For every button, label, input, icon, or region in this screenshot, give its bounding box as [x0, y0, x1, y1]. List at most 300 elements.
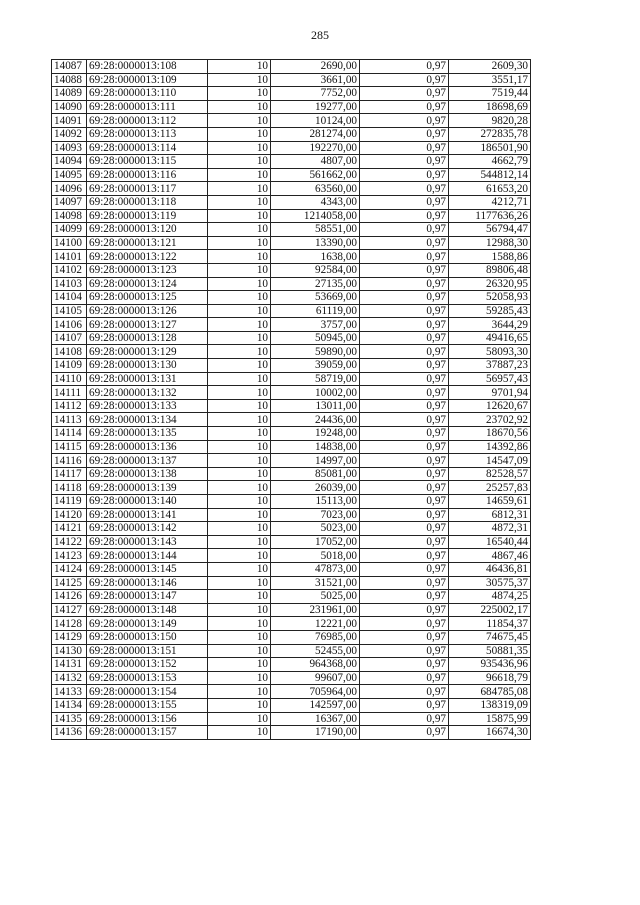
cadastral-number-cell: 69:28:0000013:130 — [87, 359, 208, 373]
value-cell: 56794,47 — [449, 223, 531, 237]
value-cell: 58093,30 — [449, 345, 531, 359]
category-cell: 10 — [208, 114, 271, 128]
value-cell: 18698,69 — [449, 100, 531, 114]
table-row — [52, 658, 531, 672]
table-row — [52, 386, 531, 400]
cadastral-number-cell: 69:28:0000013:149 — [87, 617, 208, 631]
category-cell: 10 — [208, 223, 271, 237]
row-number-cell: 14130 — [52, 644, 87, 658]
row-number-cell: 14115 — [52, 440, 87, 454]
value-cell: 6812,31 — [449, 508, 531, 522]
value-cell: 89806,48 — [449, 263, 531, 277]
category-cell: 10 — [208, 658, 271, 672]
row-number-cell: 14087 — [52, 60, 87, 74]
area-cell: 27135,00 — [271, 277, 360, 291]
table-row — [52, 644, 531, 658]
coefficient-cell: 0,97 — [360, 440, 449, 454]
coefficient-cell: 0,97 — [360, 658, 449, 672]
coefficient-cell: 0,97 — [360, 617, 449, 631]
table-row — [52, 603, 531, 617]
row-number-cell: 14131 — [52, 658, 87, 672]
table-row — [52, 467, 531, 481]
category-cell: 10 — [208, 127, 271, 141]
coefficient-cell: 0,97 — [360, 549, 449, 563]
category-cell: 10 — [208, 535, 271, 549]
table-row — [52, 195, 531, 209]
row-number-cell: 14111 — [52, 386, 87, 400]
coefficient-cell: 0,97 — [360, 60, 449, 74]
value-cell: 3551,17 — [449, 73, 531, 87]
table-row — [52, 372, 531, 386]
category-cell: 10 — [208, 427, 271, 441]
cadastral-number-cell: 69:28:0000013:128 — [87, 331, 208, 345]
category-cell: 10 — [208, 155, 271, 169]
row-number-cell: 14129 — [52, 630, 87, 644]
area-cell: 59890,00 — [271, 345, 360, 359]
area-cell: 192270,00 — [271, 141, 360, 155]
value-cell: 50881,35 — [449, 644, 531, 658]
cadastral-number-cell: 69:28:0000013:110 — [87, 87, 208, 101]
area-cell: 4343,00 — [271, 195, 360, 209]
category-cell: 10 — [208, 467, 271, 481]
row-number-cell: 14100 — [52, 236, 87, 250]
table-row — [52, 576, 531, 590]
row-number-cell: 14125 — [52, 576, 87, 590]
area-cell: 58551,00 — [271, 223, 360, 237]
cadastral-number-cell: 69:28:0000013:131 — [87, 372, 208, 386]
table-row — [52, 413, 531, 427]
category-cell: 10 — [208, 168, 271, 182]
table-row — [52, 671, 531, 685]
value-cell: 49416,65 — [449, 331, 531, 345]
coefficient-cell: 0,97 — [360, 576, 449, 590]
row-number-cell: 14112 — [52, 399, 87, 413]
coefficient-cell: 0,97 — [360, 304, 449, 318]
table-row — [52, 590, 531, 604]
value-cell: 1177636,26 — [449, 209, 531, 223]
area-cell: 16367,00 — [271, 712, 360, 726]
cadastral-number-cell: 69:28:0000013:157 — [87, 726, 208, 740]
table-row — [52, 331, 531, 345]
row-number-cell: 14120 — [52, 508, 87, 522]
area-cell: 58719,00 — [271, 372, 360, 386]
area-cell: 231961,00 — [271, 603, 360, 617]
coefficient-cell: 0,97 — [360, 399, 449, 413]
coefficient-cell: 0,97 — [360, 644, 449, 658]
category-cell: 10 — [208, 712, 271, 726]
table-row — [52, 535, 531, 549]
category-cell: 10 — [208, 399, 271, 413]
category-cell: 10 — [208, 685, 271, 699]
coefficient-cell: 0,97 — [360, 114, 449, 128]
cadastral-number-cell: 69:28:0000013:134 — [87, 413, 208, 427]
value-cell: 684785,08 — [449, 685, 531, 699]
value-cell: 26320,95 — [449, 277, 531, 291]
row-number-cell: 14132 — [52, 671, 87, 685]
cadastral-number-cell: 69:28:0000013:113 — [87, 127, 208, 141]
coefficient-cell: 0,97 — [360, 141, 449, 155]
value-cell: 272835,78 — [449, 127, 531, 141]
row-number-cell: 14091 — [52, 114, 87, 128]
row-number-cell: 14109 — [52, 359, 87, 373]
page-number: 285 — [311, 28, 329, 42]
area-cell: 17190,00 — [271, 726, 360, 740]
row-number-cell: 14099 — [52, 223, 87, 237]
row-number-cell: 14105 — [52, 304, 87, 318]
category-cell: 10 — [208, 236, 271, 250]
table-row — [52, 345, 531, 359]
value-cell: 61653,20 — [449, 182, 531, 196]
cadastral-number-cell: 69:28:0000013:137 — [87, 454, 208, 468]
cadastral-number-cell: 69:28:0000013:129 — [87, 345, 208, 359]
coefficient-cell: 0,97 — [360, 345, 449, 359]
table-row — [52, 522, 531, 536]
category-cell: 10 — [208, 263, 271, 277]
cadastral-number-cell: 69:28:0000013:135 — [87, 427, 208, 441]
table-row — [52, 318, 531, 332]
cadastral-number-cell: 69:28:0000013:117 — [87, 182, 208, 196]
row-number-cell: 14114 — [52, 427, 87, 441]
cadastral-number-cell: 69:28:0000013:115 — [87, 155, 208, 169]
category-cell: 10 — [208, 617, 271, 631]
value-cell: 23702,92 — [449, 413, 531, 427]
category-cell: 10 — [208, 644, 271, 658]
row-number-cell: 14124 — [52, 562, 87, 576]
area-cell: 13390,00 — [271, 236, 360, 250]
cadastral-number-cell: 69:28:0000013:141 — [87, 508, 208, 522]
area-cell: 19248,00 — [271, 427, 360, 441]
cadastral-number-cell: 69:28:0000013:156 — [87, 712, 208, 726]
category-cell: 10 — [208, 726, 271, 740]
category-cell: 10 — [208, 454, 271, 468]
area-cell: 1638,00 — [271, 250, 360, 264]
cadastral-number-cell: 69:28:0000013:118 — [87, 195, 208, 209]
row-number-cell: 14097 — [52, 195, 87, 209]
area-cell: 4807,00 — [271, 155, 360, 169]
coefficient-cell: 0,97 — [360, 87, 449, 101]
value-cell: 37887,23 — [449, 359, 531, 373]
cadastral-number-cell: 69:28:0000013:108 — [87, 60, 208, 74]
value-cell: 12620,67 — [449, 399, 531, 413]
category-cell: 10 — [208, 345, 271, 359]
table-row — [52, 562, 531, 576]
cadastral-number-cell: 69:28:0000013:133 — [87, 399, 208, 413]
coefficient-cell: 0,97 — [360, 454, 449, 468]
table-row — [52, 495, 531, 509]
value-cell: 138319,09 — [449, 698, 531, 712]
coefficient-cell: 0,97 — [360, 223, 449, 237]
value-cell: 52058,93 — [449, 291, 531, 305]
area-cell: 52455,00 — [271, 644, 360, 658]
value-cell: 11854,37 — [449, 617, 531, 631]
row-number-cell: 14101 — [52, 250, 87, 264]
table-row — [52, 182, 531, 196]
coefficient-cell: 0,97 — [360, 698, 449, 712]
area-cell: 53669,00 — [271, 291, 360, 305]
row-number-cell: 14088 — [52, 73, 87, 87]
row-number-cell: 14126 — [52, 590, 87, 604]
area-cell: 47873,00 — [271, 562, 360, 576]
coefficient-cell: 0,97 — [360, 562, 449, 576]
area-cell: 26039,00 — [271, 481, 360, 495]
table-row — [52, 685, 531, 699]
cadastral-number-cell: 69:28:0000013:142 — [87, 522, 208, 536]
row-number-cell: 14133 — [52, 685, 87, 699]
row-number-cell: 14098 — [52, 209, 87, 223]
row-number-cell: 14127 — [52, 603, 87, 617]
value-cell: 18670,56 — [449, 427, 531, 441]
category-cell: 10 — [208, 440, 271, 454]
area-cell: 85081,00 — [271, 467, 360, 481]
cadastral-number-cell: 69:28:0000013:116 — [87, 168, 208, 182]
table-row — [52, 617, 531, 631]
cadastral-number-cell: 69:28:0000013:127 — [87, 318, 208, 332]
value-cell: 14547,09 — [449, 454, 531, 468]
cadastral-number-cell: 69:28:0000013:123 — [87, 263, 208, 277]
coefficient-cell: 0,97 — [360, 427, 449, 441]
value-cell: 46436,81 — [449, 562, 531, 576]
area-cell: 14838,00 — [271, 440, 360, 454]
value-cell: 225002,17 — [449, 603, 531, 617]
value-cell: 3644,29 — [449, 318, 531, 332]
row-number-cell: 14103 — [52, 277, 87, 291]
area-cell: 76985,00 — [271, 630, 360, 644]
area-cell: 14997,00 — [271, 454, 360, 468]
coefficient-cell: 0,97 — [360, 291, 449, 305]
area-cell: 561662,00 — [271, 168, 360, 182]
coefficient-cell: 0,97 — [360, 168, 449, 182]
table-row — [52, 549, 531, 563]
cadastral-number-cell: 69:28:0000013:153 — [87, 671, 208, 685]
row-number-cell: 14123 — [52, 549, 87, 563]
cadastral-number-cell: 69:28:0000013:148 — [87, 603, 208, 617]
table-row — [52, 236, 531, 250]
table-row — [52, 100, 531, 114]
area-cell: 7752,00 — [271, 87, 360, 101]
category-cell: 10 — [208, 304, 271, 318]
category-cell: 10 — [208, 73, 271, 87]
table-row — [52, 209, 531, 223]
row-number-cell: 14090 — [52, 100, 87, 114]
table-row — [52, 630, 531, 644]
coefficient-cell: 0,97 — [360, 263, 449, 277]
category-cell: 10 — [208, 549, 271, 563]
coefficient-cell: 0,97 — [360, 359, 449, 373]
cadastral-number-cell: 69:28:0000013:155 — [87, 698, 208, 712]
cadastral-number-cell: 69:28:0000013:152 — [87, 658, 208, 672]
row-number-cell: 14096 — [52, 182, 87, 196]
category-cell: 10 — [208, 100, 271, 114]
area-cell: 5023,00 — [271, 522, 360, 536]
value-cell: 82528,57 — [449, 467, 531, 481]
row-number-cell: 14128 — [52, 617, 87, 631]
cadastral-number-cell: 69:28:0000013:145 — [87, 562, 208, 576]
area-cell: 5025,00 — [271, 590, 360, 604]
table-row — [52, 114, 531, 128]
cadastral-number-cell: 69:28:0000013:119 — [87, 209, 208, 223]
table-row — [52, 698, 531, 712]
table-row — [52, 155, 531, 169]
value-cell: 9820,28 — [449, 114, 531, 128]
area-cell: 7023,00 — [271, 508, 360, 522]
value-cell: 14392,86 — [449, 440, 531, 454]
table-row — [52, 168, 531, 182]
cadastral-number-cell: 69:28:0000013:120 — [87, 223, 208, 237]
table-row — [52, 127, 531, 141]
area-cell: 63560,00 — [271, 182, 360, 196]
row-number-cell: 14118 — [52, 481, 87, 495]
row-number-cell: 14104 — [52, 291, 87, 305]
coefficient-cell: 0,97 — [360, 467, 449, 481]
area-cell: 17052,00 — [271, 535, 360, 549]
value-cell: 186501,90 — [449, 141, 531, 155]
category-cell: 10 — [208, 318, 271, 332]
category-cell: 10 — [208, 331, 271, 345]
coefficient-cell: 0,97 — [360, 495, 449, 509]
table-row — [52, 712, 531, 726]
coefficient-cell: 0,97 — [360, 590, 449, 604]
row-number-cell: 14107 — [52, 331, 87, 345]
category-cell: 10 — [208, 671, 271, 685]
value-cell: 25257,83 — [449, 481, 531, 495]
coefficient-cell: 0,97 — [360, 386, 449, 400]
coefficient-cell: 0,97 — [360, 372, 449, 386]
category-cell: 10 — [208, 590, 271, 604]
table-row — [52, 223, 531, 237]
coefficient-cell: 0,97 — [360, 630, 449, 644]
area-cell: 3757,00 — [271, 318, 360, 332]
coefficient-cell: 0,97 — [360, 508, 449, 522]
cadastral-number-cell: 69:28:0000013:147 — [87, 590, 208, 604]
area-cell: 39059,00 — [271, 359, 360, 373]
coefficient-cell: 0,97 — [360, 522, 449, 536]
cadastral-number-cell: 69:28:0000013:136 — [87, 440, 208, 454]
value-cell: 14659,61 — [449, 495, 531, 509]
table-row — [52, 250, 531, 264]
category-cell: 10 — [208, 250, 271, 264]
cadastral-number-cell: 69:28:0000013:122 — [87, 250, 208, 264]
table-row — [52, 277, 531, 291]
table-row — [52, 481, 531, 495]
area-cell: 61119,00 — [271, 304, 360, 318]
coefficient-cell: 0,97 — [360, 73, 449, 87]
table-row — [52, 508, 531, 522]
table-row — [52, 454, 531, 468]
coefficient-cell: 0,97 — [360, 277, 449, 291]
cadastral-number-cell: 69:28:0000013:139 — [87, 481, 208, 495]
area-cell: 5018,00 — [271, 549, 360, 563]
cadastral-number-cell: 69:28:0000013:126 — [87, 304, 208, 318]
category-cell: 10 — [208, 630, 271, 644]
category-cell: 10 — [208, 195, 271, 209]
area-cell: 13011,00 — [271, 399, 360, 413]
category-cell: 10 — [208, 291, 271, 305]
row-number-cell: 14095 — [52, 168, 87, 182]
table-row — [52, 359, 531, 373]
coefficient-cell: 0,97 — [360, 100, 449, 114]
value-cell: 4867,46 — [449, 549, 531, 563]
area-cell: 24436,00 — [271, 413, 360, 427]
area-cell: 964368,00 — [271, 658, 360, 672]
cadastral-number-cell: 69:28:0000013:143 — [87, 535, 208, 549]
coefficient-cell: 0,97 — [360, 236, 449, 250]
cadastral-number-cell: 69:28:0000013:154 — [87, 685, 208, 699]
value-cell: 16674,30 — [449, 726, 531, 740]
category-cell: 10 — [208, 576, 271, 590]
area-cell: 92584,00 — [271, 263, 360, 277]
value-cell: 96618,79 — [449, 671, 531, 685]
value-cell: 15875,99 — [449, 712, 531, 726]
cadastral-number-cell: 69:28:0000013:146 — [87, 576, 208, 590]
coefficient-cell: 0,97 — [360, 671, 449, 685]
category-cell: 10 — [208, 386, 271, 400]
value-cell: 59285,43 — [449, 304, 531, 318]
value-cell: 544812,14 — [449, 168, 531, 182]
cadastral-number-cell: 69:28:0000013:151 — [87, 644, 208, 658]
coefficient-cell: 0,97 — [360, 209, 449, 223]
category-cell: 10 — [208, 182, 271, 196]
table-row — [52, 726, 531, 740]
value-cell: 30575,37 — [449, 576, 531, 590]
value-cell: 2609,30 — [449, 60, 531, 74]
value-cell: 7519,44 — [449, 87, 531, 101]
coefficient-cell: 0,97 — [360, 726, 449, 740]
category-cell: 10 — [208, 87, 271, 101]
value-cell: 12988,30 — [449, 236, 531, 250]
row-number-cell: 14106 — [52, 318, 87, 332]
row-number-cell: 14136 — [52, 726, 87, 740]
table-row — [52, 73, 531, 87]
cadastral-number-cell: 69:28:0000013:150 — [87, 630, 208, 644]
coefficient-cell: 0,97 — [360, 318, 449, 332]
value-cell: 1588,86 — [449, 250, 531, 264]
row-number-cell: 14119 — [52, 495, 87, 509]
value-cell: 9701,94 — [449, 386, 531, 400]
coefficient-cell: 0,97 — [360, 481, 449, 495]
value-cell: 4874,25 — [449, 590, 531, 604]
area-cell: 31521,00 — [271, 576, 360, 590]
cadastral-number-cell: 69:28:0000013:125 — [87, 291, 208, 305]
cadastral-number-cell: 69:28:0000013:109 — [87, 73, 208, 87]
table-row — [52, 263, 531, 277]
coefficient-cell: 0,97 — [360, 195, 449, 209]
row-number-cell: 14102 — [52, 263, 87, 277]
area-cell: 12221,00 — [271, 617, 360, 631]
table-row — [52, 291, 531, 305]
category-cell: 10 — [208, 562, 271, 576]
area-cell: 10124,00 — [271, 114, 360, 128]
area-cell: 15113,00 — [271, 495, 360, 509]
value-cell: 4212,71 — [449, 195, 531, 209]
table-row — [52, 427, 531, 441]
coefficient-cell: 0,97 — [360, 535, 449, 549]
cadastral-number-cell: 69:28:0000013:111 — [87, 100, 208, 114]
row-number-cell: 14093 — [52, 141, 87, 155]
row-number-cell: 14121 — [52, 522, 87, 536]
coefficient-cell: 0,97 — [360, 712, 449, 726]
area-cell: 3661,00 — [271, 73, 360, 87]
coefficient-cell: 0,97 — [360, 685, 449, 699]
value-cell: 56957,43 — [449, 372, 531, 386]
row-number-cell: 14108 — [52, 345, 87, 359]
cadastral-number-cell: 69:28:0000013:144 — [87, 549, 208, 563]
category-cell: 10 — [208, 603, 271, 617]
value-cell: 16540,44 — [449, 535, 531, 549]
cadastral-number-cell: 69:28:0000013:112 — [87, 114, 208, 128]
table-row — [52, 141, 531, 155]
category-cell: 10 — [208, 495, 271, 509]
cadastral-table — [51, 59, 531, 740]
